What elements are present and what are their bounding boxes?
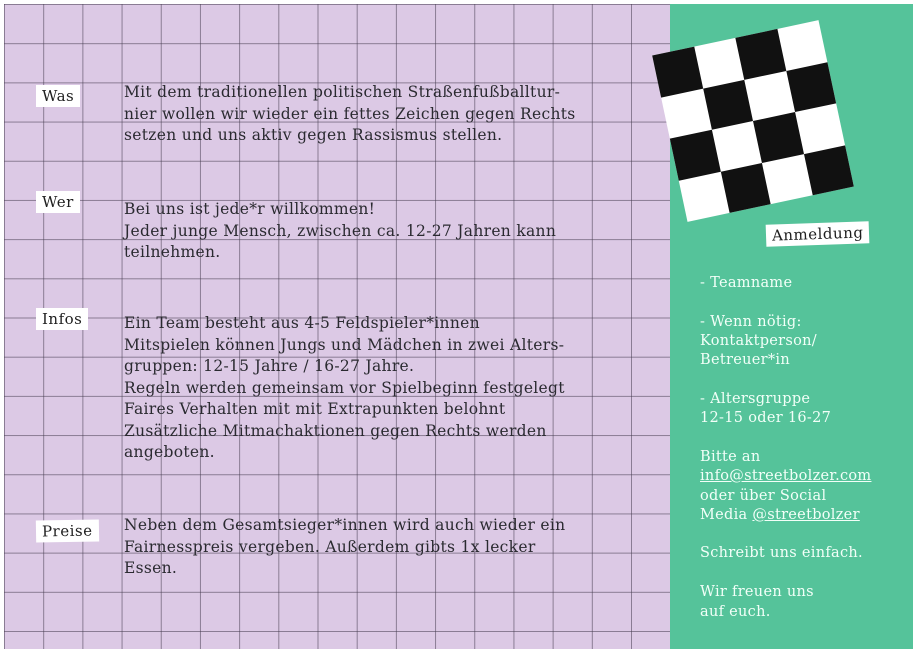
text-line: teilnehmen. — [124, 243, 221, 261]
anmeldung-freuen-line-1: Wir freuen uns — [700, 584, 814, 600]
social-handle-link[interactable]: @streetbolzer — [752, 507, 860, 523]
text-line: nier wollen wir wieder ein fettes Zeichen gegen Rechts — [124, 104, 576, 123]
label-infos: Infos — [36, 308, 88, 330]
anmeldung-bitte: Bitte an — [700, 449, 761, 465]
checker-square-dark — [803, 145, 853, 195]
text-wer — [124, 199, 664, 264]
email-link[interactable]: info@streetbolzer.com — [700, 468, 872, 484]
text-line: gruppen: 12-15 Jahre / 16-27 Jahre. — [124, 357, 415, 375]
label-was: Was — [36, 85, 80, 107]
text-line: Regeln werden gemeinsam vor Spielbeginn festgelegt — [124, 378, 565, 397]
text-line: angeboten. — [124, 443, 215, 461]
anmeldung-alter-line-2: 12-15 oder 16-27 — [700, 410, 832, 426]
text-line: Mitspielen können Jungs und Mädchen in zwei Alters- — [124, 335, 565, 354]
text-line: Zusätzliche Mitmachaktionen gegen Rechts werden — [124, 421, 547, 440]
anmeldung-social-line-2 — [700, 506, 860, 526]
text-line: setzen und uns aktiv gegen Rassismus stellen. — [124, 126, 503, 144]
text-infos — [124, 313, 664, 464]
anmeldung-teamname: - Teamname — [700, 275, 793, 291]
label-preise: Preise — [36, 519, 99, 542]
label-anmeldung: Anmeldung — [766, 221, 870, 247]
text-line: Bei uns ist jede*r willkommen! — [124, 200, 376, 218]
anmeldung-kontakt-line-2: Kontaktperson/ — [700, 333, 817, 349]
text-preise — [124, 515, 664, 580]
checkerboard-graphic — [652, 20, 854, 222]
anmeldung-kontakt-line-3: Betreuer*in — [700, 352, 790, 368]
text-line: Fairnesspreis vergeben. Außerdem gibts 1x lecker — [124, 537, 536, 556]
text-line: Jeder junge Mensch, zwischen ca. 12-27 Jahren kann — [124, 221, 557, 240]
text-line: Essen. — [124, 559, 178, 577]
text-was — [124, 82, 664, 147]
anmeldung-alter-line-1: - Altersgruppe — [700, 391, 811, 407]
label-wer: Wer — [36, 191, 80, 213]
anmeldung-kontakt-line-1: - Wenn nötig: — [700, 314, 802, 330]
anmeldung-freuen-line-2: auf euch. — [700, 604, 771, 620]
text-line: Ein Team besteht aus 4-5 Feldspieler*innen — [124, 314, 480, 332]
social-prefix: Media — [700, 507, 753, 523]
text-line: Faires Verhalten mit mit Extrapunkten belohnt — [124, 400, 506, 418]
text-line: Mit dem traditionellen politischen Straßenfußballtur- — [124, 83, 561, 101]
anmeldung-schreibt: Schreibt uns einfach. — [700, 545, 863, 561]
text-line: Neben dem Gesamtsieger*innen wird auch wieder ein — [124, 516, 566, 534]
anmeldung-social-line-1: oder über Social — [700, 488, 827, 504]
